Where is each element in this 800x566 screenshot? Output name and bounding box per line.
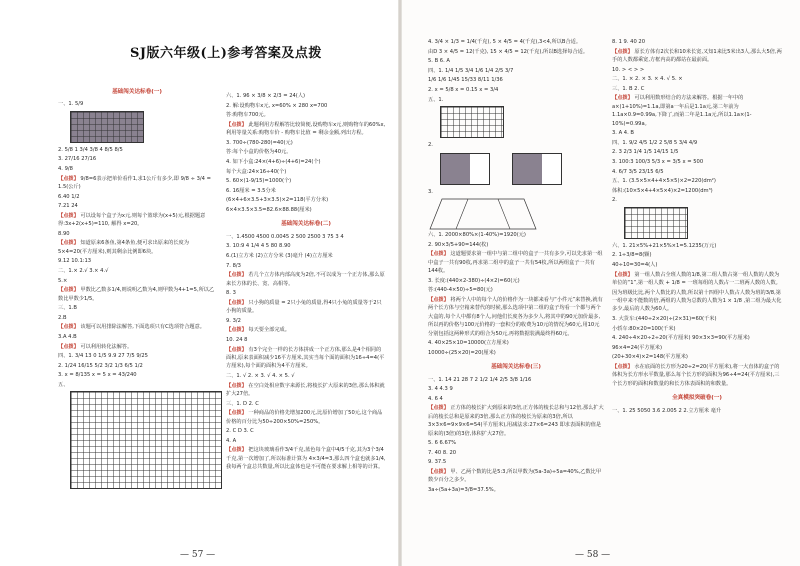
left-column-1 — [58, 82, 216, 492]
answer-line: 五、1. (3.5×5×4+4×5×5)×2=220(dm²) — [612, 178, 716, 185]
hint-label: 【点拨】 — [226, 299, 247, 306]
answer-grid-figure — [70, 391, 222, 489]
answer-line: 40÷10=30=4(人) — [612, 261, 658, 268]
answer-line: 6.(1)立方米 (2)立方分米 (3)毫升 (4)立方厘米 — [226, 252, 333, 259]
answer-line: 2. 3 2/3 1/4 1/5 14/15 1/5 — [612, 149, 679, 156]
answer-line: 【点拨】 每天要全部完成。 — [226, 327, 290, 334]
answer-line: 3. — [428, 188, 433, 195]
hint-label: 【点拨】 — [58, 287, 79, 294]
answer-line: 二、1.× 2.√ 3.× 4.√ — [58, 267, 109, 274]
hint-label: 【点拨】 — [226, 272, 247, 279]
answer-line: 四、1. 3/4 13 0 1/5 9.9 27 7/5 9/25 — [58, 353, 148, 360]
hint-label: 【点拨】 — [58, 240, 79, 247]
answer-line: 小轿车:80×20=100(千米) — [612, 325, 676, 332]
answer-line: 体积:(10×5×4+4×5×4)×2=1200(dm³) — [612, 187, 713, 194]
hint-label: 【点拨】 — [226, 382, 247, 389]
answer-line: 【点拨】 这道题要求第一组中与第二组中的盒子一共有多少,可以先求第一组中盒子一共有90枚,再求第二组中的盒子一共有54枚,所以两组盒子一共有144枚。 — [428, 251, 603, 275]
answer-line: 9. 37.5 — [428, 459, 447, 466]
divider-line — [498, 199, 510, 229]
answer-line: 8. 1 9. 40 20 — [612, 39, 645, 45]
hint-label: 【点拨】 — [428, 251, 449, 258]
answer-line: 10. 24 8 — [226, 336, 248, 343]
answer-line: 3. A 4. B — [612, 130, 634, 137]
hint-label: 【点拨】 — [612, 363, 633, 370]
left-column-2 — [226, 92, 386, 473]
shaded-grid-figure — [70, 111, 144, 143]
answer-line: 【点拨】 可以设每个盒子为x元,则每个篮球为(x+5)元,根据题意得:3x+2(x+5)=110, 解得 x=20。 — [58, 212, 206, 228]
hint-label: 【点拨】 — [226, 447, 247, 454]
answer-line: 5. 6 6.67% — [428, 440, 457, 447]
answer-line: 7. 40 8. 20 — [428, 449, 457, 456]
answer-line: 【点拨】 此题利用方程解答比较简便,设购物车x元,则购物车的60%x,利用等量关系:购物车价 - 购物车比值 = 剩余金额,列出方程。 — [226, 121, 386, 137]
shaded-grid-figure-b — [512, 153, 562, 185]
answer-line: 【点拨】 在空白处相应数字来源长,将棱长扩大原来的3倍,那么体积就扩大27倍。 — [226, 382, 385, 397]
page-title: SJ版六年级(上)参考答案及点拨 — [130, 46, 322, 61]
hint-label: 【点拨】 — [58, 212, 79, 219]
answer-line: 2. 1/24 16/15 5/2 3/2 1/3 6/5 1/2 — [58, 362, 143, 369]
answer-line: 三、1. D 2. C — [226, 400, 259, 407]
answer-line: 10. > < > > — [612, 66, 645, 73]
answer-line: 2.B — [58, 314, 67, 321]
answer-line: 2. — [428, 141, 433, 148]
answer-line: 答:每个小盒的价格为40元。 — [226, 149, 292, 156]
hint-label: 【点拨】 — [226, 410, 247, 417]
shaded-grid-figure-a — [440, 153, 490, 185]
hint-label: 【点拨】 — [226, 346, 247, 353]
answer-line: 3a÷(5a+3a)=3/8=37.5%。 — [428, 486, 499, 493]
trapezoid-figure — [428, 197, 538, 231]
figure-row — [428, 151, 604, 188]
answer-line: 【点拨】 可以利用转化法解答。 — [58, 343, 133, 350]
answer-line: 9.12 10.1:13 — [58, 258, 92, 265]
right-column-2 — [612, 38, 782, 416]
answer-line: 3. 大货车:(440÷2×20)÷(2×31)=60(千米) — [612, 315, 717, 322]
answer-line: 7.21 24 — [58, 203, 78, 210]
answer-line: 【点拨】 一种商品的价格先增加200元,比原价增加了50元,这个商品价格的百分比为50÷200×50%=250%。 — [226, 410, 383, 425]
hint-label: 【点拨】 — [428, 468, 449, 475]
answer-line: 2. 1÷3/8=8(颗) — [612, 252, 652, 259]
answer-line: 六、1. 2000×80%×(1-40%)=1920(元) — [428, 232, 526, 239]
answer-line: 1/6 1/6 1/45 15/33 8/11 1/36 — [428, 77, 503, 84]
answer-line: 2. 解:设购物车x元, x=60% × 280 x=700 — [226, 102, 328, 109]
grid-figure-1 — [440, 106, 504, 138]
answer-line: 【点拨】 水在底面的长方形为20÷2=20(平方厘米),将一大直体的盒子的体积为长方形水平数量,那么每个长方形的面积为96÷4=24(平方厘米),三个长方形的面积和数量的和长方体表面积的和数量。 — [612, 363, 780, 387]
answer-line: (20+30×4)×2=148(平方厘米) — [612, 354, 688, 361]
answer-line: 六、1. 96 × 3/8 × 2/3 = 24(人) — [226, 93, 306, 99]
answer-line: 5. 60×(1-9/15)=1000(个) — [226, 178, 292, 185]
trapezoid-outline — [430, 199, 536, 229]
answer-line: 2. 90×3/5+90=144(枚) — [428, 241, 489, 248]
page-gutter — [398, 0, 402, 566]
answer-line: 答:(440-4×50)÷5=80(元) — [428, 287, 493, 294]
answer-line: 每个大盒:24×16÷40(个) — [226, 168, 287, 175]
answer-line: 【点拨】 把这块玻璃看作3/4千克,蓝色每个盒中4/5千克,其为3个3/4千克,第一次增加了,所以标准计算为 4×3/4=3,那么四个盒也就多1/4,我每两个盒总共数量,所以比盒体也是不可能在要求解上相等的计算。 — [226, 447, 386, 471]
answer-line: 【点拨】 正方体的棱长扩大到原来的3倍,正方体的棱长总和与12倍,那么扩大后的棱长总和是原来的3倍,那么正方体的棱长为原来的3倍,所以3×3×6=9×9×6=54(平方厘米),用减法求:27×6=243 即求表面积的值是原来的(3倍)的3倍,体积扩大27倍。 — [428, 405, 604, 437]
cuboid-net-grid-figure — [624, 207, 688, 239]
answer-line: 4. 6/7 3/5 23/15 6/5 — [612, 168, 664, 175]
section-heading: 基础闯关达标卷(三) — [491, 364, 541, 371]
hint-label: 【点拨】 — [226, 121, 247, 128]
answer-line: 五、1. — [428, 96, 444, 103]
answer-line: 【点拨】 9/8=6表示把单价看作1,求1公斤有多少,即 9/8 ÷ 3/4 = 1.5(公斤) — [58, 175, 211, 190]
answer-line: 5.× — [58, 277, 68, 284]
answer-line: 因为班级比比,两个人数比的人数,所以第十四组中人数占人数为班的3/8,第一组中来不能数的倍,两组的人数为总数的人数为1 × 1/8 ,第二组为最大化多少,最后的人数为60人。 — [612, 289, 782, 313]
section-heading: 基础闯关达标卷(二) — [281, 221, 331, 228]
answer-line: 6×4×3.5×3.5=82.6×88.88(厘米) — [226, 206, 312, 213]
answer-line: 3. x = 8/135 x = 5 x = 43/240 — [58, 372, 137, 379]
hint-label: 【点拨】 — [58, 324, 79, 331]
hint-label: 【点拨】 — [428, 296, 449, 303]
answer-line: 4. A — [226, 437, 237, 444]
answer-line: 96×4=24(平方厘米) — [612, 344, 662, 351]
hint-label: 【点拨】 — [612, 95, 633, 102]
answer-line: 三、1. B 2. C — [612, 85, 645, 92]
answer-line: 一、1. 25 5050 3.6 2.005 2 2.立方厘米 毫升 — [612, 407, 722, 414]
answer-line: 【点拨】 甲数比乙数多1/4,则说明乙数为4,则甲数为4+1=5,所以乙数比甲数少1/5。 — [58, 287, 215, 302]
answer-line: 3.A 4.B — [58, 333, 77, 340]
answer-line: 三、1.B — [58, 305, 77, 312]
answer-line: 一、1. 5/9 — [58, 101, 84, 108]
answer-line: 7. 8/3 — [226, 262, 241, 269]
section-heading: 全真模拟突破卷(一) — [672, 395, 722, 402]
answer-line: 【点拨】 该题可以用排除法解答,下面选项只有C选项符合题意。 — [58, 324, 205, 331]
answer-line: 答:购物车700元。 — [226, 112, 269, 119]
answer-line: 一、1.4500 4500 0.0045 2 500 2500 3 75 3 4 — [226, 233, 344, 240]
answer-line: 3. 10:9 4 1/4 4 5 80 8.90 — [226, 243, 291, 250]
answer-line: 五、 — [58, 381, 69, 388]
answer-line: 4. 如下小盒:24×(4+6)÷(4+6)=24(个) — [226, 158, 321, 165]
answer-line: 一、1. 14 21 28 7 2 1/2 1/4 2/5 3/8 1/16 — [428, 376, 532, 383]
answer-line: 6.40 1/2 — [58, 193, 80, 200]
right-page-number: — 58 — — [575, 550, 611, 560]
answer-line: 4. 40×25×10=10000(立方厘米) — [428, 340, 509, 347]
answer-line: 【点拨】 第一组人数占全班人数的1/8,第二组人数占第一组人数的人数为单位的“1”,第一组人数 + 1/8 = 一班每组的人数占一二班两人数的人数。 — [612, 271, 781, 286]
divider-line — [456, 199, 468, 229]
answer-line: 3. 100:3 100/3 5/3 x = 3/5 x = 500 — [612, 158, 704, 165]
answer-line: 10000÷(25×20)=20(厘米) — [428, 349, 496, 356]
answer-line: 4. 240÷4×20÷2÷20(平方厘米) 90×3×3=90(平方厘米) — [612, 335, 750, 342]
answer-line: 8. 3 — [226, 290, 236, 297]
answer-line: 【点拨】 将两个人中的每个人的价格作为一块都来看与“小件元”来替换,就有两个长方体与空箱来替代的时候,那么选项中第二组的盒子均看一个都与两个大盒的,每个人中都有8个人,问他们长度各为多少人,将其中的90元加价最多,所以再的价格与100元价格的一套积分的收费为10元的情况为60元,用10元分别包括这两种形式的组合为50元,再将数据装满最终得60元。 — [428, 296, 603, 337]
hint-label: 【点拨】 — [58, 343, 79, 350]
answer-line: 2. — [612, 197, 617, 204]
answer-line: 3. 4 4.3 9 — [428, 386, 453, 393]
answer-line: 4. 9/8 — [58, 166, 73, 172]
answer-line: 【点拨】 只小狗的质量 = 2只小兔的质量,得4只小兔的质量等于2只小狗的质量。 — [226, 299, 382, 315]
answer-line: 3. 700÷(780-280)=40(元) — [226, 139, 293, 146]
answer-line: 【点拨】 甲、乙两个数的比是5:3,所以甲数为(5a-3a)÷5a=40%,乙数比甲数少百分之多少。 — [428, 468, 602, 484]
answer-line: 3. 长度:(440×2-380)÷(4×2)=60(元) — [428, 277, 520, 284]
answer-line: (6×4+6×3.5+3×3.5)×2=118(平方分米) — [226, 197, 329, 204]
answer-line: 二、1. × 2. × 3. × 4. √ 5. × — [612, 76, 683, 83]
answer-line: 四、1. 9/2 4/5 1/2 2 5/8 5 3/4 4/9 — [612, 139, 698, 146]
right-column-1 — [428, 38, 604, 496]
hint-label: 【点拨】 — [226, 327, 247, 334]
answer-line: 4. 3/4 × 1/3 = 1/4(千克), 5 × 4/5 = 4(千克),3<4,所以B合适。 — [428, 39, 582, 45]
answer-line: 9. 3/2 — [226, 317, 241, 324]
answer-line: 3. 27/16 27/16 — [58, 156, 97, 163]
answer-line: 【点拨】 原长方体有2次长和10米长宽,又知1来比5米出3人,那么大5倍,两手的人数都乘宽,方框内高的都站在最前面。 — [612, 48, 782, 63]
answer-line: 5. B 6. A — [428, 58, 450, 65]
hint-label: 【点拨】 — [428, 405, 449, 412]
hint-label: 【点拨】 — [612, 271, 633, 278]
section-heading: 基础闯关达标卷(一) — [112, 89, 162, 95]
hint-label: 【点拨】 — [612, 48, 633, 55]
answer-line: 由D 3 × 4/5 = 12(千克), 15 × 4/5 = 12(千克),所以B选择每合适。 — [428, 48, 589, 55]
answer-line: 【点拨】 知道原来6条鱼,第4条鱼,便可求出原来的长度为5×4=20(平方厘米),则其剩余比例即6块。 — [58, 240, 189, 255]
answer-line: 8.90 — [58, 230, 70, 237]
hint-label: 【点拨】 — [58, 175, 79, 182]
left-page-number: — 57 — — [180, 550, 216, 560]
answer-line: 2. C D 3. C — [226, 428, 254, 435]
answer-line: 2. 5/8 1 3/4 3/8 4 8/5 8/5 — [58, 146, 123, 153]
answer-line: 【点拨】 可以利用数形结合的方法来解答。根据一年中的 a×(1+10%)=1.1a,即第a一年后是1.1a元,第二年前为1.1a×0.9=0.99a,下降了,而第二年是1.1a元,所以1.1a×(1-10%)=0.99a。 — [612, 95, 752, 127]
answer-line: 【点拨】 若几个立方体内部高度为2倍,不可以成为一个正方体,那么原来长方体的长、宽、高相等。 — [226, 272, 385, 287]
answer-line: 4. 6 4 — [428, 395, 443, 402]
answer-line: 二、1. √ 2. × 3. √ 4. × 5. √ — [226, 372, 295, 379]
answer-line: 四、1. 1/4 1/5 3/4 1/6 1/4 2/5 3/7 — [428, 67, 514, 74]
answer-line: 6. 16厘米 = 3.5分米 — [226, 187, 276, 194]
answer-line: 2. x = 5/8 x = 0.15 x = 3/4 — [428, 86, 499, 93]
answer-line: 六、1. 21×5%+21×5%×1=5.1235(万元) — [612, 242, 717, 249]
answer-line: 【点拨】 有3个完全一样的长方体拼成一个正方体,那么是4个相同的面积,原来表面积减少16平方厘米,其实当每个面的面积为16÷4=4(平方厘米),每个面的面积为4平方厘米。 — [226, 346, 385, 370]
